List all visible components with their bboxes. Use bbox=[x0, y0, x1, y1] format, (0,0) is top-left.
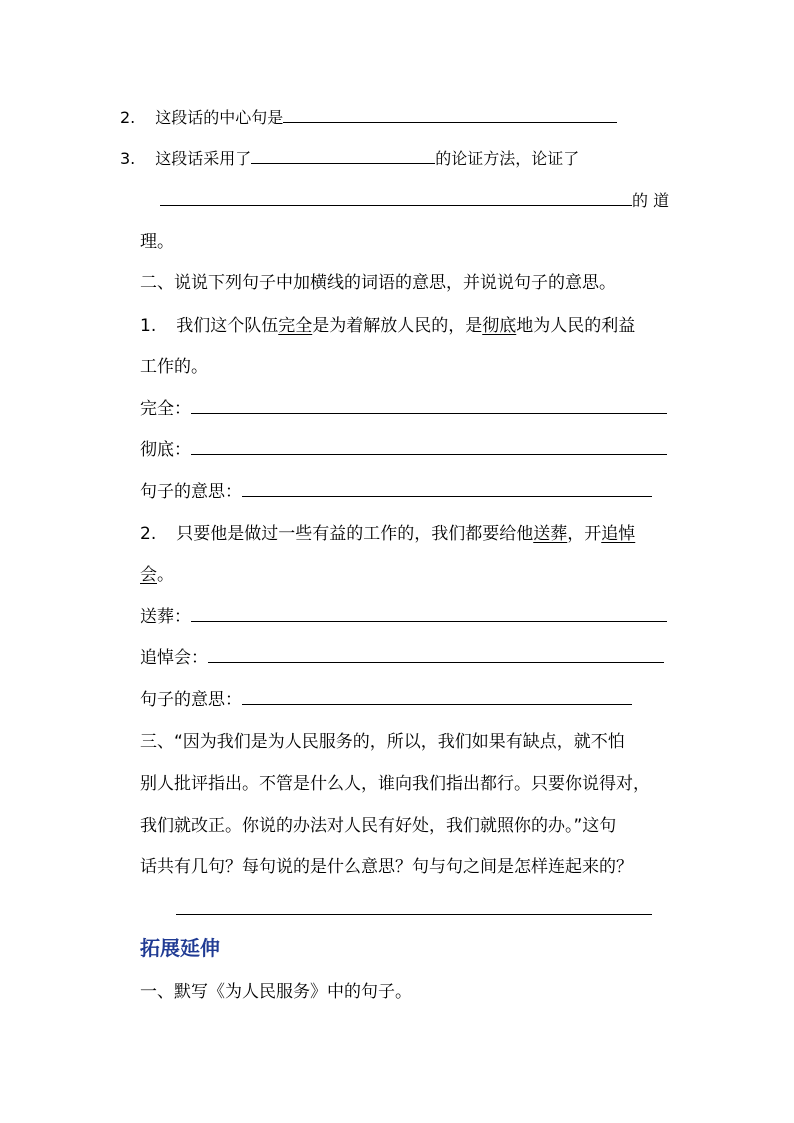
underlined-word: 彻底 bbox=[482, 316, 517, 336]
answer-blank[interactable] bbox=[191, 607, 667, 622]
sentence-text: ，开 bbox=[567, 524, 602, 544]
s2-item-1 bbox=[140, 316, 635, 336]
sentence-text: 地为人民的利益 bbox=[516, 316, 636, 336]
answer-blank[interactable] bbox=[208, 648, 664, 663]
answer-blank[interactable] bbox=[176, 900, 652, 915]
answer-blank[interactable] bbox=[191, 399, 667, 414]
underlined-word: 追悼 bbox=[601, 524, 636, 544]
question-text: 这段话的中心句是 bbox=[155, 108, 284, 127]
question-number: 2. bbox=[120, 108, 136, 127]
extension-heading: 拓展延伸 bbox=[140, 936, 220, 960]
question-text: 的论证方法，论证了 bbox=[435, 149, 580, 168]
question-text: 这段话采用了 bbox=[155, 149, 252, 168]
sentence-text: 是为着解放人民的，是 bbox=[312, 316, 483, 336]
question-3 bbox=[120, 149, 579, 169]
underlined-word: 会 bbox=[140, 565, 157, 585]
underlined-word: 送葬 bbox=[533, 524, 568, 544]
question-text: 的 道 bbox=[632, 191, 670, 210]
answer-row-songzang bbox=[140, 607, 667, 627]
answer-blank[interactable] bbox=[242, 690, 632, 705]
sentence-text: 只要他是做过一些有益的工作的，我们都要给他 bbox=[176, 524, 534, 544]
answer-label: 句子的意思： bbox=[140, 690, 242, 710]
answer-label: 送葬： bbox=[140, 607, 191, 627]
extension-item-1: 一、默写《为人民服务》中的句子。 bbox=[140, 982, 412, 1002]
section-3-answer bbox=[176, 900, 652, 920]
answer-label: 追悼会： bbox=[140, 648, 208, 668]
answer-row-juzi-2 bbox=[140, 690, 632, 710]
section-3-line-2: 别人批评指出。不管是什么人，谁向我们指出都行。只要你说得对， bbox=[140, 774, 650, 794]
answer-blank[interactable] bbox=[242, 482, 652, 497]
sentence-text: 。 bbox=[157, 565, 174, 585]
answer-blank[interactable] bbox=[283, 108, 617, 123]
section-3-line-4: 话共有几句？每句说的是什么意思？句与句之间是怎样连起来的？ bbox=[140, 857, 633, 877]
question-3-line3 bbox=[140, 232, 174, 252]
s2-item-1-line2: 工作的。 bbox=[140, 357, 208, 377]
answer-row-zhuidaohui bbox=[140, 648, 664, 668]
answer-row-juzi-1 bbox=[140, 482, 652, 502]
answer-label: 彻底： bbox=[140, 440, 191, 460]
section-2-title: 二、说说下列句子中加横线的词语的意思，并说说句子的意思。 bbox=[140, 273, 616, 293]
section-3-line-1: 三、“因为我们是为人民服务的，所以，我们如果有缺点，就不怕 bbox=[140, 732, 625, 752]
answer-blank[interactable] bbox=[251, 149, 435, 164]
answer-row-chedi bbox=[140, 440, 667, 460]
sentence-text: 我们这个队伍 bbox=[176, 316, 279, 336]
answer-label: 完全： bbox=[140, 399, 191, 419]
s2-item-2-line2 bbox=[140, 565, 174, 585]
answer-blank[interactable] bbox=[160, 191, 632, 206]
item-number: 2. bbox=[140, 524, 157, 544]
s2-item-2 bbox=[140, 524, 635, 544]
question-text: 理。 bbox=[140, 232, 174, 252]
question-2 bbox=[120, 108, 617, 128]
item-number: 1. bbox=[140, 316, 157, 336]
section-3-line-3: 我们就改正。你说的办法对人民有好处，我们就照你的办。”这句 bbox=[140, 816, 617, 836]
question-number: 3. bbox=[120, 149, 136, 168]
underlined-word: 完全 bbox=[278, 316, 313, 336]
answer-row-wanquan bbox=[140, 399, 667, 419]
answer-label: 句子的意思： bbox=[140, 482, 242, 502]
answer-blank[interactable] bbox=[191, 440, 667, 455]
question-3-line2 bbox=[160, 191, 669, 211]
